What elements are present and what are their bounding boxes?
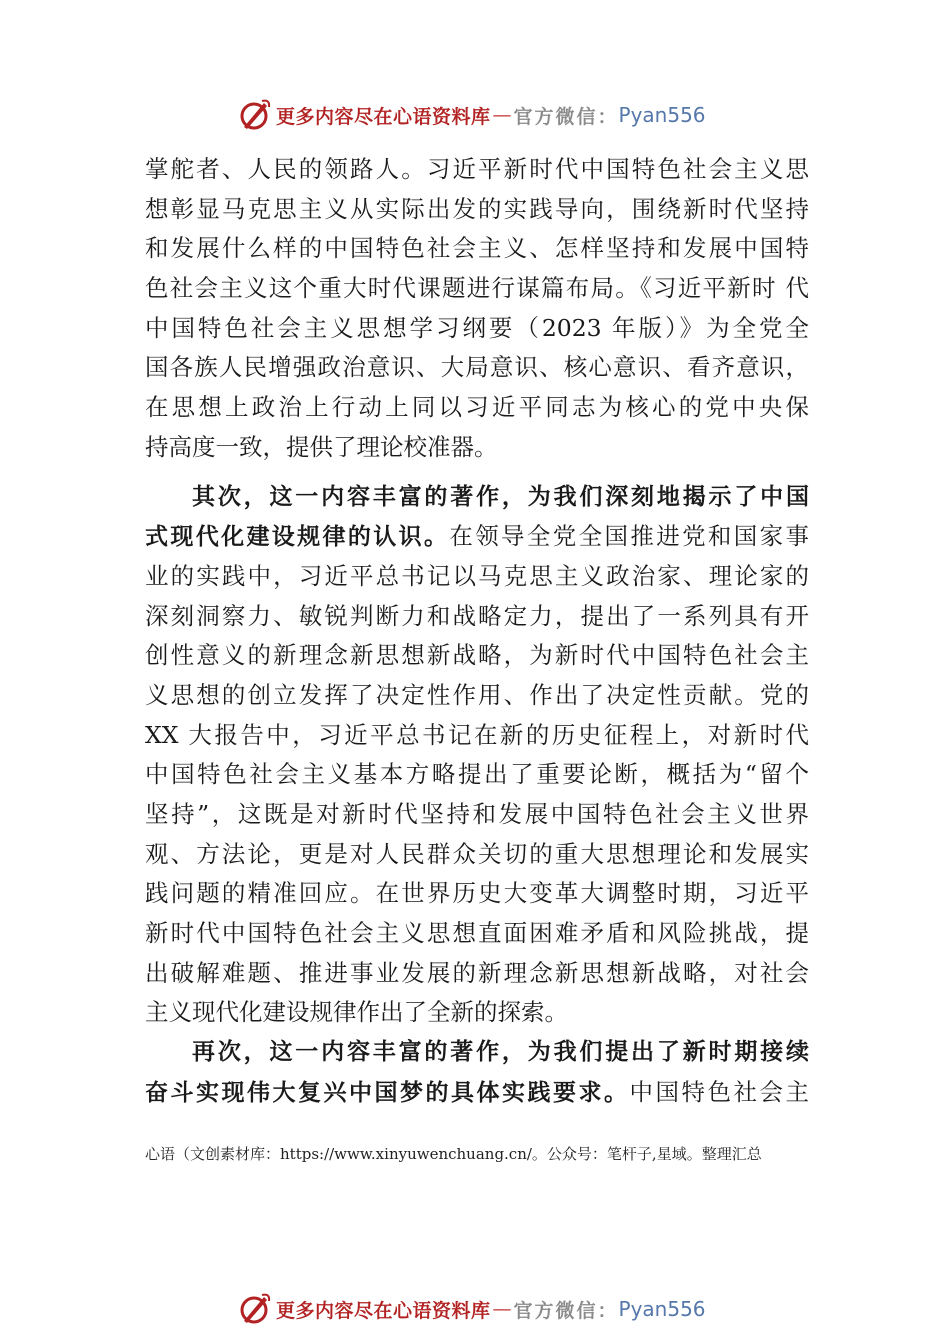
- text-line: 深刻洞察力、敏锐判断力和战略定力，提出了一系列具有开: [145, 601, 809, 630]
- text-line: 中国特色社会主义基本方略提出了重要论断，概括为“留个: [145, 760, 809, 789]
- banner-separator: —: [492, 1298, 512, 1320]
- banner-title: 更多内容尽在心语资料库: [276, 1299, 491, 1322]
- quill-pen-logo-icon: [236, 97, 272, 133]
- text-line: 主义现代化建设规律作出了全新的探索。: [145, 998, 568, 1027]
- paragraph-1: [145, 150, 809, 468]
- text-line: 出破解难题、推进事业发展的新理念新思想新战略，对社会: [145, 958, 809, 987]
- page-footer: 心语（文创素材库：https://www.xinyuwenchuang.cn/。公众号：笔杆子,星域。整理汇总: [145, 1145, 762, 1163]
- text-line: [145, 517, 809, 557]
- text-line: 创性意义的新理念新思想新战略，为新时代中国特色社会主: [145, 641, 809, 670]
- text-line: 在思想上政治上行动上同以习近平同志为核心的党中央保: [145, 393, 809, 422]
- banner-separator: —: [492, 104, 512, 126]
- bold-heading-line: 其次，这一内容丰富的著作，为我们深刻地揭示了中国: [192, 483, 809, 510]
- text-line: 义思想的创立发挥了决定性作用、作出了决定性贡献。党的: [145, 680, 809, 709]
- quill-pen-logo-icon: [236, 1291, 272, 1327]
- banner-wechat-label: 官方微信：: [513, 105, 619, 128]
- bold-heading-line: 再次，这一内容丰富的著作，为我们提出了新时期接续: [192, 1039, 809, 1066]
- text-line: [145, 1073, 809, 1113]
- text-line: 观、方法论，更是对人民群众关切的重大思想理论和发展实: [145, 839, 809, 868]
- paragraph-3: [145, 1033, 809, 1112]
- banner-wechat-id: Pyan556: [618, 1297, 706, 1321]
- banner-wechat-label: 官方微信：: [513, 1299, 619, 1322]
- text-run: 在领导全党全国推进党和国家事: [449, 522, 810, 551]
- banner-wechat-id: Pyan556: [618, 103, 706, 127]
- text-line: 中国特色社会主义思想学习纲要（2023 年版）》为全党全: [145, 313, 809, 342]
- text-line: 新时代中国特色社会主义思想直面困难矛盾和风险挑战，提: [145, 919, 809, 948]
- text-line: 掌舵者、人民的领路人。习近平新时代中国特色社会主义思: [145, 155, 809, 183]
- text-line: 坚持”，这既是对新时代坚持和发展中国特色社会主义世界: [145, 800, 809, 828]
- header-banner: [236, 96, 706, 134]
- text-line: 想彰显马克思主义从实际出发的实践导向，围绕新时代坚持: [145, 194, 809, 223]
- text-line: 践问题的精准回应。在世界历史大变革大调整时期，习近平: [145, 879, 809, 908]
- text-line: 持高度一致，提供了理论校准器。: [145, 432, 498, 461]
- text-line: 业的实践中，习近平总书记以马克思主义政治家、理论家的: [145, 561, 809, 590]
- text-line: 和发展什么样的中国特色社会主义、怎样坚持和发展中国特: [145, 234, 809, 263]
- text-line: 国各族人民增强政治意识、大局意识、核心意识、看齐意识，: [145, 353, 809, 382]
- banner-title: 更多内容尽在心语资料库: [276, 105, 491, 128]
- bold-heading-end: 式现代化建设规律的认识。: [145, 524, 450, 551]
- text-line: XX 大报告中，习近平总书记在新的历史征程上，对新时代: [145, 720, 809, 749]
- paragraph-2: [145, 478, 809, 1034]
- footer-banner: [236, 1290, 706, 1328]
- document-body: [145, 150, 809, 1113]
- text-line: 色社会主义这个重大时代课题进行谋篇布局。《习近平新时 代: [145, 274, 809, 303]
- bold-heading-end: 奋斗实现伟大复兴中国梦的具体实践要求。: [145, 1079, 630, 1106]
- text-run: 中国特色社会主: [629, 1077, 809, 1106]
